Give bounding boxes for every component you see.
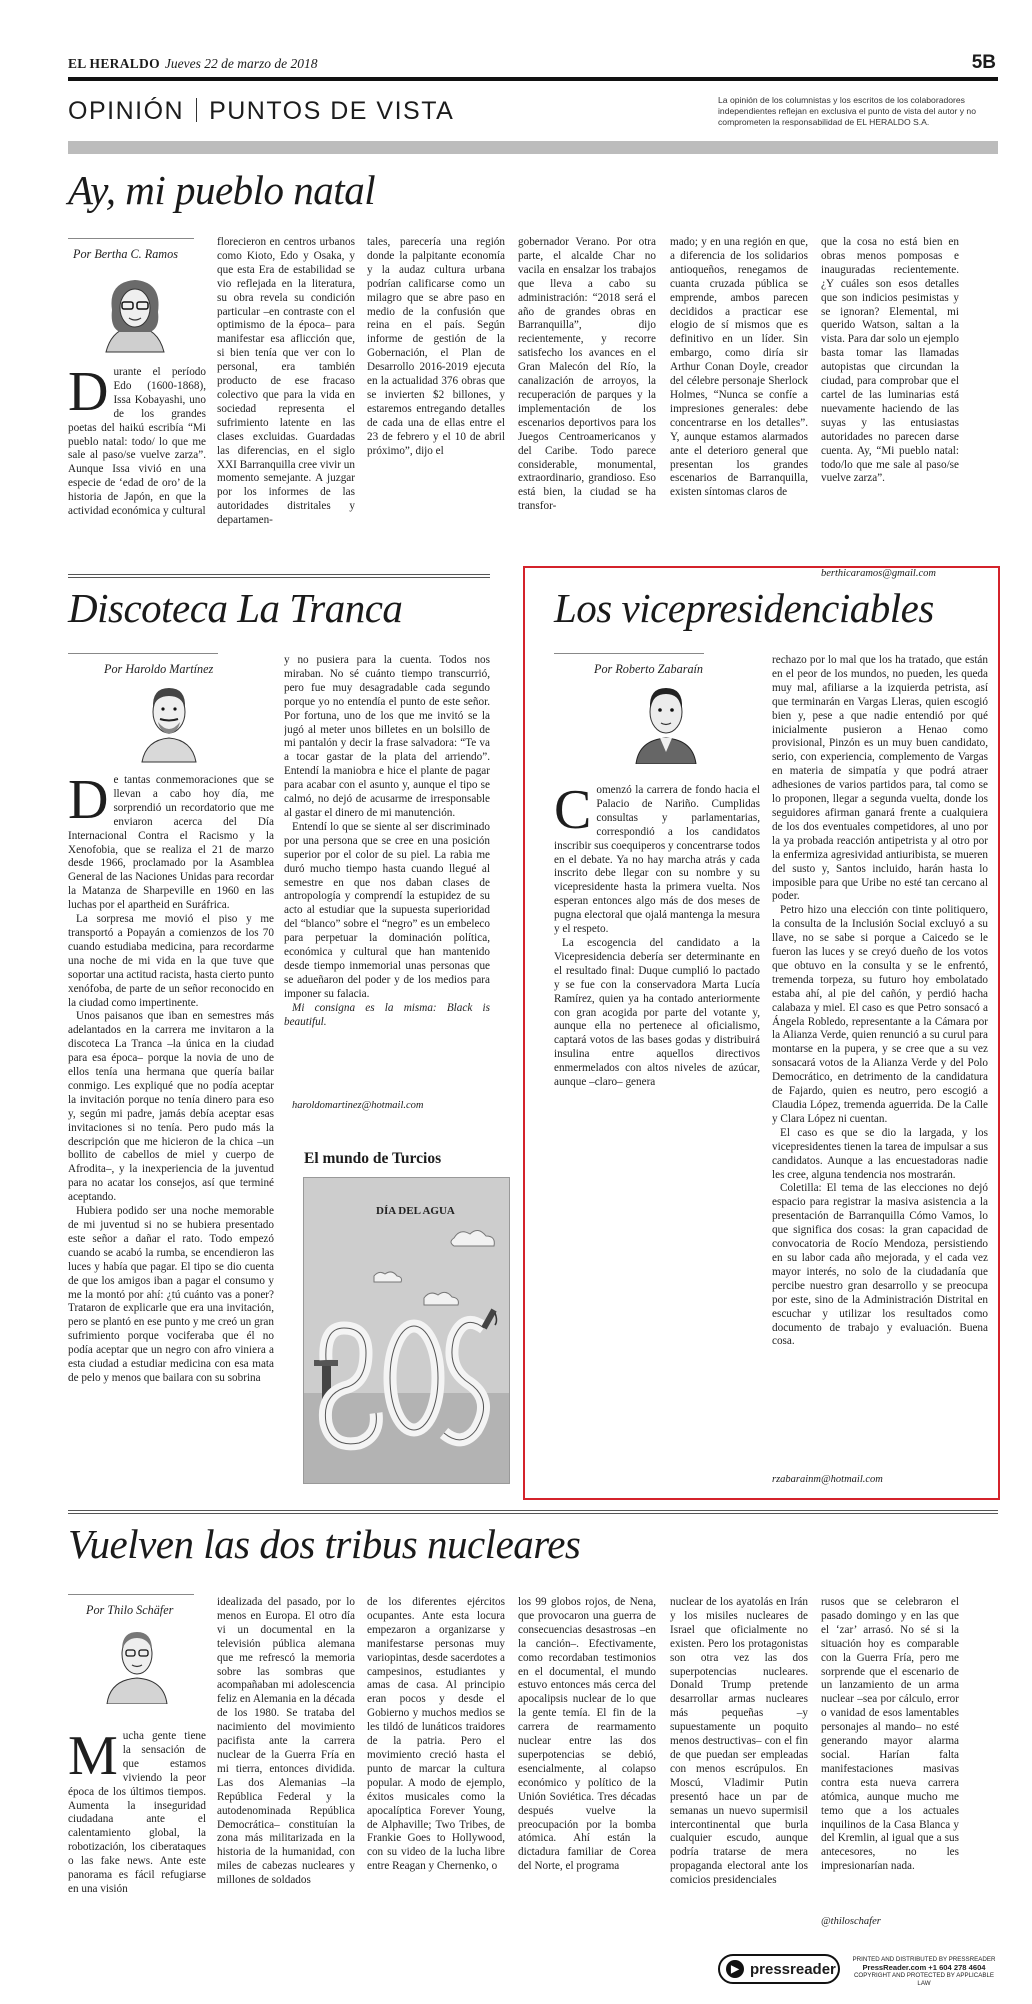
- article4-text-3: de los diferentes ejércitos ocupantes. Ante esta locura empezaron a organizarse y manifestarse personas muy variopintas, desde sacerdotes a campesinos, estudiantes y amas de casa. Al principio eran pocos y desde el Gobierno y muchos medios se les tildó de lunáticos traidores de la patria. Pero el movimiento creció hasta el punto de marcar la cultura popular. A modo de ejemplo, éxitos musicales como la apocalíptica Forever Young, de Alphaville; Two Tribes, de Frankie Goes to Hollywood, con su video de la lucha libre entre Reagan y Chernenko, o: [367, 1596, 505, 1873]
- article4-top-rule-2: [68, 1513, 998, 1514]
- article3-email: rzabarainm@hotmail.com: [772, 1474, 883, 1485]
- article4-top-rule: [68, 1510, 998, 1511]
- dropcap: D: [68, 366, 109, 423]
- article3-text-1b: La escogencia del candidato a la Vicepresidencia debería ser determinante en el resultado final: Duque cumplió lo pactado y se fue con la conservadora Marta Lucía Ramírez, quien ya ha contado anteriormente con gran acogida por parte del votante y, aunque ella no pertenece al oficialismo, captará votos de las bases godas y distribuirá insulina entre aquellos directivos enmermelados con altos niveles de azúcar, aunque –claro– genera: [554, 936, 760, 1089]
- pressreader-icon: ▶: [726, 1960, 744, 1978]
- issue-date: Jueves 22 de marzo de 2018: [164, 56, 318, 71]
- pressreader-logo: [718, 1954, 840, 1984]
- byline-rule: [68, 238, 194, 239]
- article1-column-3: [367, 236, 505, 586]
- paper-name: EL HERALDO: [68, 56, 160, 71]
- article3-title: Los vicepresidenciables: [554, 585, 934, 631]
- article2-text-1d: Hubiera podido ser una noche memorable de mi juventud si no se hubiera presentado este señor a dañar el rato. Todo empezó cuando se acabó la rumba, se encendieron las luces y había que pagar. El tipo se dio cuenta de que los amigos iban a pagar el consumo y me la montó por ahí: ¿tú cuánto vas a poner? Trataron de explicarle que era una invitación, pero se plantó en ese punto y me creó un gran sufrimiento porque vociferaba que él no podía aceptar que un negro con afro viniera a esta ciudad a estudiar medicina con esa mata de pelo y menos que bailara con su sobrina: [68, 1205, 274, 1384]
- dropcap: M: [68, 1730, 118, 1787]
- article4-email: @thiloschafer: [821, 1916, 881, 1927]
- author-portrait-bertha: [98, 272, 172, 354]
- author-portrait-thilo: [104, 1624, 170, 1704]
- article1-text-5: mado; y en una región en que, a diferencia de los solidarios antioqueños, renegamos de cuanta cruzada pública se emprende, ambos parecen decididos a practicar ese elogio de sí mismos que es definitivo en un líder. Sin embargo, como diría sir Arthur Conan Doyle, creador del célebre personaje Sherlock Holmes, “Nunca se confíe a impresiones generales: debe concentrarse en los detalles”. Y, aunque estamos alarmados ante el deterioro general que presentan los grandes escenarios de Barranquilla, existen síntomas claros de: [670, 236, 808, 499]
- article1-byline: Por Bertha C. Ramos: [73, 247, 178, 261]
- article2-text-1c: Unos paisanos que iban en semestres más adelantados en la carrera me invitaron a la discoteca La Tranca –la única en la ciudad para esa época– porque la novia de uno de ellos tenía una hermana que quería bailar conmigo. Les expliqué que no podía aceptar la invitación porque no tenía dinero para eso y, según mi padre, jamás debía aceptar esas invitaciones si no tenía. Pero pudo más la descripción que me hicieron de la chica –un bollito de cabellos de miel y cuerpo de Afrodita–, y la inexperiencia de la juventud para no acatar los consejos, así que terminé aceptando.: [68, 1010, 274, 1204]
- article2-top-rule-2: [68, 577, 490, 578]
- article4-column-4: [518, 1596, 656, 1926]
- article1-email: berthicaramos@gmail.com: [821, 568, 936, 579]
- article4-text-4: los 99 globos rojos, de Nena, que provocaron una guerra de consecuencias desastrosas –en la canción–. Efectivamente, como recordaban testimonios en el documental, el mundo estuvo entonces más cerca del apocalipsis nuclear de lo que la gente temía. El fin de la carrera de rearmamento nuclear entre las dos superpotencias se debió, esencialmente, al colapso económico y político de la Unión Soviética. Tres décadas después vuelve la preocupación por la bomba atómica. Ahí están la dictadura familiar de Corea del Norte, el programa: [518, 1596, 656, 1873]
- article4-title: Vuelven las dos tribus nucleares: [68, 1521, 581, 1567]
- article1-text-6: que la cosa no está bien en obras menos pomposas e inauguradas recientemente. ¿Y cuáles son esos detalles que son indicios pesimistas y se ignoran? Elemental, mi querido Watson, saltan a la vista. Para dar solo un ejemplo basta tomar las llamadas autopistas que circundan la ciudad, para comprobar que el cartel de las luminarias está nuevamente haciendo de las suyas y las entusiastas autoridades no parecen darse cuenta. Ay, “Mi pueblo natal: todo/lo que me sale al paso/se vuelve zarza”.: [821, 236, 959, 485]
- article1-title: Ay, mi pueblo natal: [68, 167, 376, 213]
- article2-text-1a: e tantas conmemoraciones que se llevan a cabo hoy día, me sorprendió un recordatorio que me enviaron acerca del Día Internacional Contra el Racismo y la Xenofobia, que se realiza el 21 de marzo desde 1966, proclamado por la Asamblea General de las Naciones Unidas para recordar la Matanza de Sharpeville en 1960 en las luchas por el apartheid en Suráfrica.: [68, 774, 274, 912]
- author-portrait-haroldo: [138, 680, 200, 764]
- disclaimer: La opinión de los columnistas y los escritos de los colaboradores independientes reflejan en exclusiva el punto de vista del autor y no comprometen la responsabilidad de EL HERALDO S.A.: [718, 95, 976, 128]
- article2-email: haroldomartinez@hotmail.com: [292, 1100, 424, 1111]
- page-number: 5B: [971, 52, 996, 73]
- notice-line-1: PRINTED AND DISTRIBUTED BY PRESSREADER: [852, 1956, 996, 1963]
- notice-line-3: COPYRIGHT AND PROTECTED BY APPLICABLE LAW: [853, 1972, 995, 1987]
- article3-text-2c: El caso es que se dio la largada, y los vicepresidentes tienen la tarea de impulsar a sus candidatos. Aunque a las encuestadoras nadie les cree, alguna tendencia nos mostrarán.: [772, 1126, 988, 1181]
- article4-column-5: [670, 1596, 808, 1926]
- cartoon-image: [303, 1177, 510, 1484]
- article1-column-6: [821, 236, 959, 566]
- article2-column-1: [68, 774, 274, 1484]
- cartoon-caption: DÍA DEL AGUA: [376, 1205, 455, 1217]
- section-heading: [68, 97, 454, 126]
- article3-byline: Por Roberto Zabaraín: [594, 662, 704, 676]
- article3-column-1: [554, 784, 760, 1104]
- article4-column-2: [217, 1596, 355, 1926]
- article3-column-2: [772, 654, 988, 1470]
- pressreader-logo-text: pressreader: [750, 1960, 836, 1978]
- article4-text-1: ucha gente tiene la sensación de que estamos viviendo la peor época de los últimos tiempos. Aumenta la inseguridad ciudadana ante el calentamiento global, la robotización, los ciberataques o las fake news. Ante este panorama es fácil refugiarse en una visión: [68, 1730, 206, 1895]
- article1-text-3: tales, parecería una región donde la palpitante economía y la audaz cultura urbana podrían calificarse como un milagro que se abre paso en medio de la confusión que reina en el país. Según informe de gestión de la Gobernación, el Plan de Desarrollo 2016-2019 ejecuta en la actualidad 376 obras que se invierten $2 billones, y estaremos entregando detalles de cada una de ellas entre el 23 de febrero y el 10 de abril próximo”, dijo el: [367, 236, 505, 457]
- article2-text-1b: La sorpresa me movió el piso y me transportó a Popayán a comienzos de los 70 cuando estudiaba medicina, para recordarme una noche de mi vida en la que tuve que soportar una actitud racista, hasta cierto punto xenófoba, de parte de un señor reconocido en la ciudad como impertinente.: [68, 913, 274, 1009]
- article4-byline: Por Thilo Schäfer: [86, 1603, 174, 1617]
- cartoon-lettering: SOS: [304, 1178, 306, 1179]
- article1-text-2: florecieron en centros urbanos como Kioto, Edo y Osaka, y que esta Era de estabilidad se vio reflejada en la literatura, su obra revela su condición particular –en contraste con el optimismo de la época– para manifestar esa aflicción que, si bien tenía que ver con lo personal, era también producto de ese fracaso colectivo que para la vida en sociedad representa el sufrimiento latente en las clases excluidas. Guardadas las diferencias, en el siglo XXI Barranquilla cree vivir un momento semejante. A juzgar por los informes de las autoridades distritales y departamen-: [217, 236, 355, 527]
- dropcap: C: [554, 784, 592, 841]
- article2-title: Discoteca La Tranca: [68, 585, 403, 631]
- article1-column-1: [68, 366, 206, 586]
- article2-text-2c: Mi consigna es la misma: Black is beautiful.: [284, 1001, 490, 1028]
- article2-text-2b: Entendí lo que se siente al ser discriminado por una persona que se cree en una posición superior por el color de su piel. La rabia me duró mucho tiempo hasta cuando llegué al semestre en que nos daban clases de antropología y comprendí la estupidez de su acto al estudiar que la supuesta superioridad del “blanco” sobre el “negro” es un embeleco para perpetuar la dominación política, económica y cultural que han mantenido desde tiempo inmemorial unas personas que se adueñaron del poder y de los medios para imponer su falacia.: [284, 820, 490, 1000]
- pressreader-notice: [848, 1956, 1000, 1987]
- article4-column-3: [367, 1596, 505, 1926]
- article3-text-2a: rechazo por lo mal que los ha tratado, que están en el peor de los mundos, no pueden, les queda muy mal, afiliarse a la izquierda petrista, así que terminarán en Vargas Lleras, quien escogió bien y, pese a que nadie entendió por qué inicialmente pusieron a Henao como provisional, Pinzón es un muy buen candidato, serio, con experiencia, complemento de Vargas en materia de simpatía y que podrá atraer adhesiones de varios partidos para, tal como se lo proponen, llegar a segunda vuelta, donde los seguidores afirman ganará frente a cualquiera de los dos eventuales competidores, al uno por la ya probada reacción antipetrista y al otro por la enfermiza agresividad antiuribista, se mueren del susto y, Santos incluido, harán hasta lo imposible para que Uribe no esté tan cercano al poder.: [772, 654, 988, 903]
- article3-text-1a: omenzó la carrera de fondo hacia el Palacio de Nariño. Cumplidas consultas y parlamentarias, correspondió a los candidatos inscribir sus coequiperos y concentrarse todos en el debate. Ya no hay marcha atrás y cada inscrito debe llegar con su nombre y su vicepresidente hasta la primera vuelta. Nos esperan entonces algo más de dos meses de pugna electoral que ojalá mantenga la mesura y el respeto.: [554, 784, 760, 936]
- article1-column-2: [217, 236, 355, 586]
- article2-column-2: [284, 654, 490, 1090]
- author-portrait-roberto: [633, 680, 699, 764]
- article1-text-1: urante el período Edo (1600-1868), Issa Kobayashi, uno de los grandes poetas del haikú escribía “Mi pueblo natal: todo/ lo que me sale al paso/se vuelve zarza”. Aunque Issa vivió en una especie de ‘edad de oro’ de la historia de Japón, en que la actividad económica y cultural: [68, 366, 206, 518]
- byline-rule: [68, 1594, 194, 1595]
- article3-text-2b: Petro hizo una elección con tinte politiquero, la consulta de la Inclusión Social excluyó a su llave, no se sabe si porque a Caicedo se le fueron las luces y se creyó dueño de los votos que obtuvo en la consulta y se le enfrentó, tremenda torpeza, su futuro hoy embolatado estaba ahí, al pie del cañón, y perdió hacha calabaza y miel. El caso es que Petro sonsacó a Ángela Robledo, representante a la Cámara por la Alianza Verde, quien renunció a su curul para montarse en la pupera, y se cree que a su vez sonsacará votos de la Alianza Verde y del Polo Democrático, en detrimento de la candidatura de Fajardo, quien es neutro, pero escogió a Claudia López, tremenda aguerrida. De la Calle y Clara López ni cuentan.: [772, 904, 988, 1125]
- article2-text-2a: y no pusiera para la cuenta. Todos nos miraban. No sé cuánto tiempo transcurrió, pero fue muy desagradable cada segundo porque yo no entendía el punto de este señor. Por fortuna, uno de los que me invitó se la jugó al meter unos billetes en un bolsillo de mi pantalón y decir la frase salvadora: “Te va a tocar gastar de la plata del arriendo”. Entendí la maniobra e hice el plante de pagar para acabar con el asunto y, aunque el tipo se calmó, no dejó de acusarme de irresponsable al gastar el dinero de mi manutención.: [284, 654, 490, 819]
- article4-text-5: nuclear de los ayatolás en Irán y los misiles nucleares de Israel que oficialmente no existen. Pero los protagonistas son otra vez las dos superpotencias nucleares. Donald Trump pretende desarrollar armas nucleares más pequeñas –y supuestamente un poquito menos destructivas– con el fin de que puedan ser empleadas con menos escrúpulos. En Moscú, Vladimir Putin presentó hace un par de semanas un nuevo supermisil intercontinental que burla cualquier escudo, aunque podría tratarse de mera propaganda electoral ante los comicios presidenciales: [670, 1596, 808, 1887]
- notice-line-2: PressReader.com +1 604 278 4604: [862, 1962, 986, 1972]
- dropcap: D: [68, 774, 109, 831]
- article4-text-6: rusos que se celebraron el pasado domingo y en las que el ‘zar’ arrasó. No sé si la situación hoy es comparable con la Guerra Fría, pero me sorprende que el escenario de un lanzamiento de un arma nuclear –sea por cálculo, error o vanidad de esos lamentables personajes al mando– no esté generando mayor alarma social. Harían falta manifestaciones masivas contra esta nueva carrera atómica, aunque mucho me temo que a los actuales inquilinos de la Casa Blanca y del Kremlin, al igual que a sus antecesores, no les impresionarían nada.: [821, 1596, 959, 1873]
- article4-column-1: [68, 1730, 206, 1925]
- section-band: [68, 141, 998, 154]
- subsection-title: PUNTOS DE VISTA: [209, 97, 455, 125]
- article2-byline: Por Haroldo Martínez: [104, 662, 214, 676]
- article1-column-5: [670, 236, 808, 586]
- header-rule: [68, 77, 998, 81]
- masthead: [68, 56, 318, 72]
- article4-text-2: idealizada del pasado, por lo menos en Europa. El otro día vi un documental en la televisión pública alemana que me refrescó la memoria sobre las sombras que acompañaban mi adolescencia feliz en Alemania en la década de los 1980. Se trataba del nacimiento del movimiento pacifista ante la carrera nuclear de la Guerra Fría en mi tierra, entonces dividida. Las dos Alemanias –la República Federal y la autodenominada República Democrática– constituían la zona más militarizada en la historia de la humanidad, con miles de cabezas nucleares y millones de soldados: [217, 1596, 355, 1887]
- section-divider: [196, 98, 197, 122]
- section-title: OPINIÓN: [68, 97, 185, 125]
- byline-rule: [554, 653, 704, 654]
- article4-column-6: [821, 1596, 959, 1914]
- article1-column-4: [518, 236, 656, 586]
- cartoon-title: El mundo de Turcios: [304, 1150, 442, 1167]
- article3-text-2d: Coletilla: El tema de las elecciones no dejó espacio para registrar la masiva asistencia a la presentación de Barranquilla Cómo Vamos, lo que significa dos cosas: la gran capacidad de convocatoria de Rocío Mendoza, persistiendo en su labor cada año mejorada, y el cada vez mayor interés, no solo de la ciudadanía que percibe nuestro gran desarrollo y se preocupa por este, sino de la Administración Distrital en escuchar y utilizar los resultados como documento de trabajo y evaluación. Buena cosa.: [772, 1182, 988, 1348]
- article2-top-rule: [68, 574, 490, 575]
- article1-text-4: gobernador Verano. Por otra parte, el alcalde Char no vacila en ensalzar los trabajos que lleva a cabo su administración: “2018 será el año de grandes obras en Barranquilla”, dijo recientemente, y recorre satisfecho los avances en el Gran Malecón del Río, la canalización de arroyos, la recuperación de parques y la implementación de los escenarios deportivos para los Juegos Centroamericanos y del Caribe. Todo parece considerable, monumental, extraordinario, grandioso. Eso está bien, la ciudad se ha transfor-: [518, 236, 656, 513]
- byline-rule: [68, 653, 218, 654]
